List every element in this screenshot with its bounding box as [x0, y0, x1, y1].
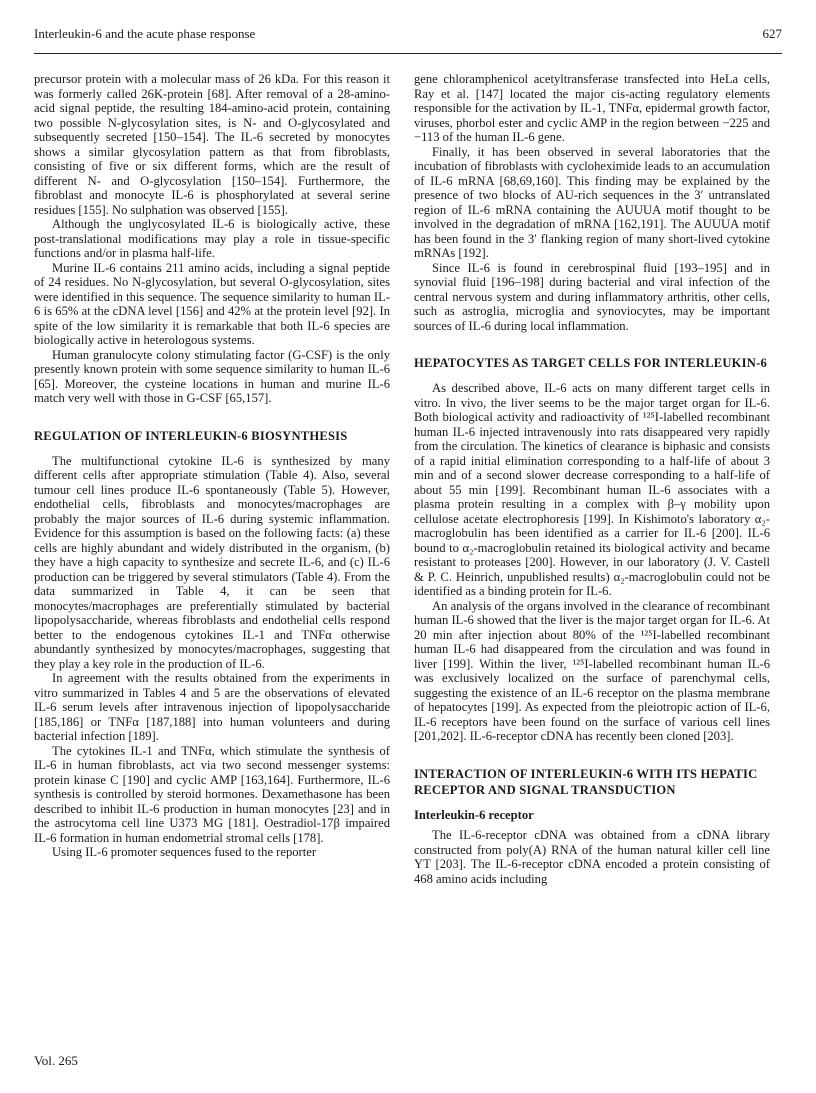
section-heading: REGULATION OF INTERLEUKIN-6 BIOSYNTHESIS — [34, 428, 348, 443]
header-rule — [34, 53, 782, 54]
paragraph: As described above, IL-6 acts on many different target cells in vitro. In vivo, the liver seems to be the major target organ for IL-6. Both biological activity and radioactivity of ¹²⁵I-labelled recombinant human IL-6 injected intravenously into rats disappeared very rapidly from the circulation. The kinetics of clearance is biphasic and consists of a rapid initial elimination corresponding to a half-life of about 3 min and of a second slower decrease corresponding to a half-life of about 55 min [199]. Recombinant human IL-6 associates with a plasma protein resulting in a complex with β–γ mobility upon cellulose acetate electrophoresis [199]. In Kishimoto's laboratory α₂-macroglobulin has been identified as a carrier for IL-6 [200]. IL-6 bound to α₂-macroglobulin retained its biological activity and became resistant to proteases [200]. However, in our laboratory (J. V. Castell & P. C. Heinrich, unpublished results) α₂-macroglobulin could not be identified as a binding protein for IL-6. — [414, 381, 770, 598]
paragraph: The cytokines IL-1 and TNFα, which stimulate the synthesis of IL-6 in human fibroblasts, act via two second messenger systems: protein kinase C [190] and cyclic AMP [163,164]. Furthermore, IL-6 synthesis is controlled by steroid hormones. Dexamethasone has been described to inhibit IL-6 production in human monocytes [23] and in the astrocytoma cell line U373 MG [181]. Oestradiol-17β impaired IL-6 formation in human endometrial stromal cells [178]. — [34, 743, 390, 845]
paragraph: In agreement with the results obtained from the experiments in vitro summarized in Tables 4 and 5 are the observations of elevated IL-6 serum levels after intravenous injection of lipopolysaccharide [185,186] or TNFα [187,188] into human volunteers and during bacterial infection [189]. — [34, 671, 390, 743]
paragraph: The multifunctional cytokine IL-6 is synthesized by many different cells after appropriate stimulation (Table 4). Also, several tumour cell lines produce IL-6 spontaneously (Table 5). However, endothelial cells, fibroblasts and monocytes/macrophages are probably the major sources of IL-6 during systemic inflammation. Evidence for this assumption is based on the following facts: (a) these cells are highly abundant and widely distributed in the organism, (b) they have a high capacity to synthesize and secrete IL-6, and (c) IL-6 production can be triggered by several stimulators (Table 4). From the data summarized in Table 4, it can be seen that monocytes/macrophages are preferentially stimulated by bacterial lipopolysaccharide, whereas fibroblasts and endothelial cells respond better to the endogenous cytokines IL-1 and TNFα otherwise abundantly synthesized by monocytes/macrophages, suggesting that they play a key role in the production of IL-6. — [34, 453, 390, 671]
paragraph: Using IL-6 promoter sequences fused to the reporter — [52, 845, 317, 859]
paragraph: Human granulocyte colony stimulating factor (G-CSF) is the only presently known protein with some sequence similarity to human IL-6 [65]. Moreover, the cysteine locations in human and murine IL-6 match very well with those in G-CSF [65,157]. — [34, 347, 390, 405]
paragraph: gene chloramphenicol acetyltransferase transfected into HeLa cells, Ray et al. [147] located the major cis-acting regulatory elements responsible for the activation by IL-1, TNFα, epidermal growth factor, viruses, phorbol ester and cyclic AMP in the region between −225 and −113 of the human IL-6 gene. — [414, 72, 770, 144]
section-heading: INTERACTION OF INTERLEUKIN-6 WITH ITS HEPATIC RECEPTOR AND SIGNAL TRANSDUCTION — [414, 766, 758, 797]
paragraph: The IL-6-receptor cDNA was obtained from a cDNA library constructed from poly(A) RNA of the human natural killer cell line YT [203]. The IL-6-receptor cDNA encoded a protein consisting of 468 amino acids including — [414, 828, 770, 886]
footer-volume: Vol. 265 — [34, 1053, 78, 1068]
paragraph: precursor protein with a molecular mass of 26 kDa. For this reason it was formerly called 26K-protein [68]. After removal of a 28-amino-acid signal peptide, the resulting 184-amino-acid protein, containing two possible N-glycosylation sites, is N- and O-glycosylated and subsequently secreted [150–154]. The IL-6 secreted by monocytes shows a similar glycosylation pattern as that from fibroblasts, consisting of five or six different forms, which are the result of different N- and O-glycosylation [150–154]. Furthermore, the fibroblast and monocyte IL-6 is phosphorylated at several serine residues [155]. No sulphation was observed [155]. — [34, 72, 390, 217]
paragraph: Although the unglycosylated IL-6 is biologically active, these post-translational modifications may play a role in tissue-specific functions and/or in plasma half-life. — [34, 217, 390, 260]
section-heading: HEPATOCYTES AS TARGET CELLS FOR INTERLEUKIN-6 — [414, 356, 767, 370]
running-title: Interleukin-6 and the acute phase response — [34, 26, 256, 41]
paragraph: Finally, it has been observed in several laboratories that the incubation of fibroblasts with cycloheximide leads to an accumulation of IL-6 mRNA [68,69,160]. This finding may be explained by the presence of two blocks of AU-rich sequences in the 3′ untranslated region of IL-6 mRNA containing the AUUUA motif thought to be involved in the degradation of mRNA [162,191]. The AUUUA motif has been found in the 3′ flanking region of many short-lived cytokine mRNAs [192]. — [414, 144, 770, 260]
subsection-heading: Interleukin-6 receptor — [414, 807, 534, 822]
left-column — [34, 72, 390, 860]
paragraph: Murine IL-6 contains 211 amino acids, including a signal peptide of 24 residues. No N-glycosylation, but several O-glycosylation, sites were identified in this sequence. The sequence similarity to human IL-6 is 65% at the cDNA level [156] and 42% at the protein level [92]. In spite of the low similarity it is remarkable that both IL-6 species are biologically active in heterologous systems. — [34, 260, 390, 347]
running-header — [34, 26, 782, 42]
right-column — [414, 72, 770, 886]
paragraph: Since IL-6 is found in cerebrospinal fluid [193–195] and in synovial fluid [196–198] during bacterial and viral infection of the central nervous system and during inflammatory arthritis, other cells, such as astroglia, microglia and synoviocytes, may be important sources of IL-6 during local inflammation. — [414, 260, 770, 333]
page-number: 627 — [762, 26, 782, 41]
paragraph: An analysis of the organs involved in the clearance of recombinant human IL-6 showed that the liver is the major target organ for IL-6. At 20 min after injection about 80% of the ¹²⁵I-labelled recombinant human IL-6 had disappeared from the circulation and was found in liver [199]. Within the liver, ¹²⁵I-labelled recombinant human IL-6 was exclusively localized on the surface of parenchymal cells, suggesting the existence of an IL-6 receptor on the plasma membrane of hepatocytes [199]. As expected from the pleiotropic action of IL-6, IL-6 receptors have been found on the surface of various cell lines [201,202]. IL-6-receptor cDNA has recently been cloned [203]. — [414, 598, 770, 743]
